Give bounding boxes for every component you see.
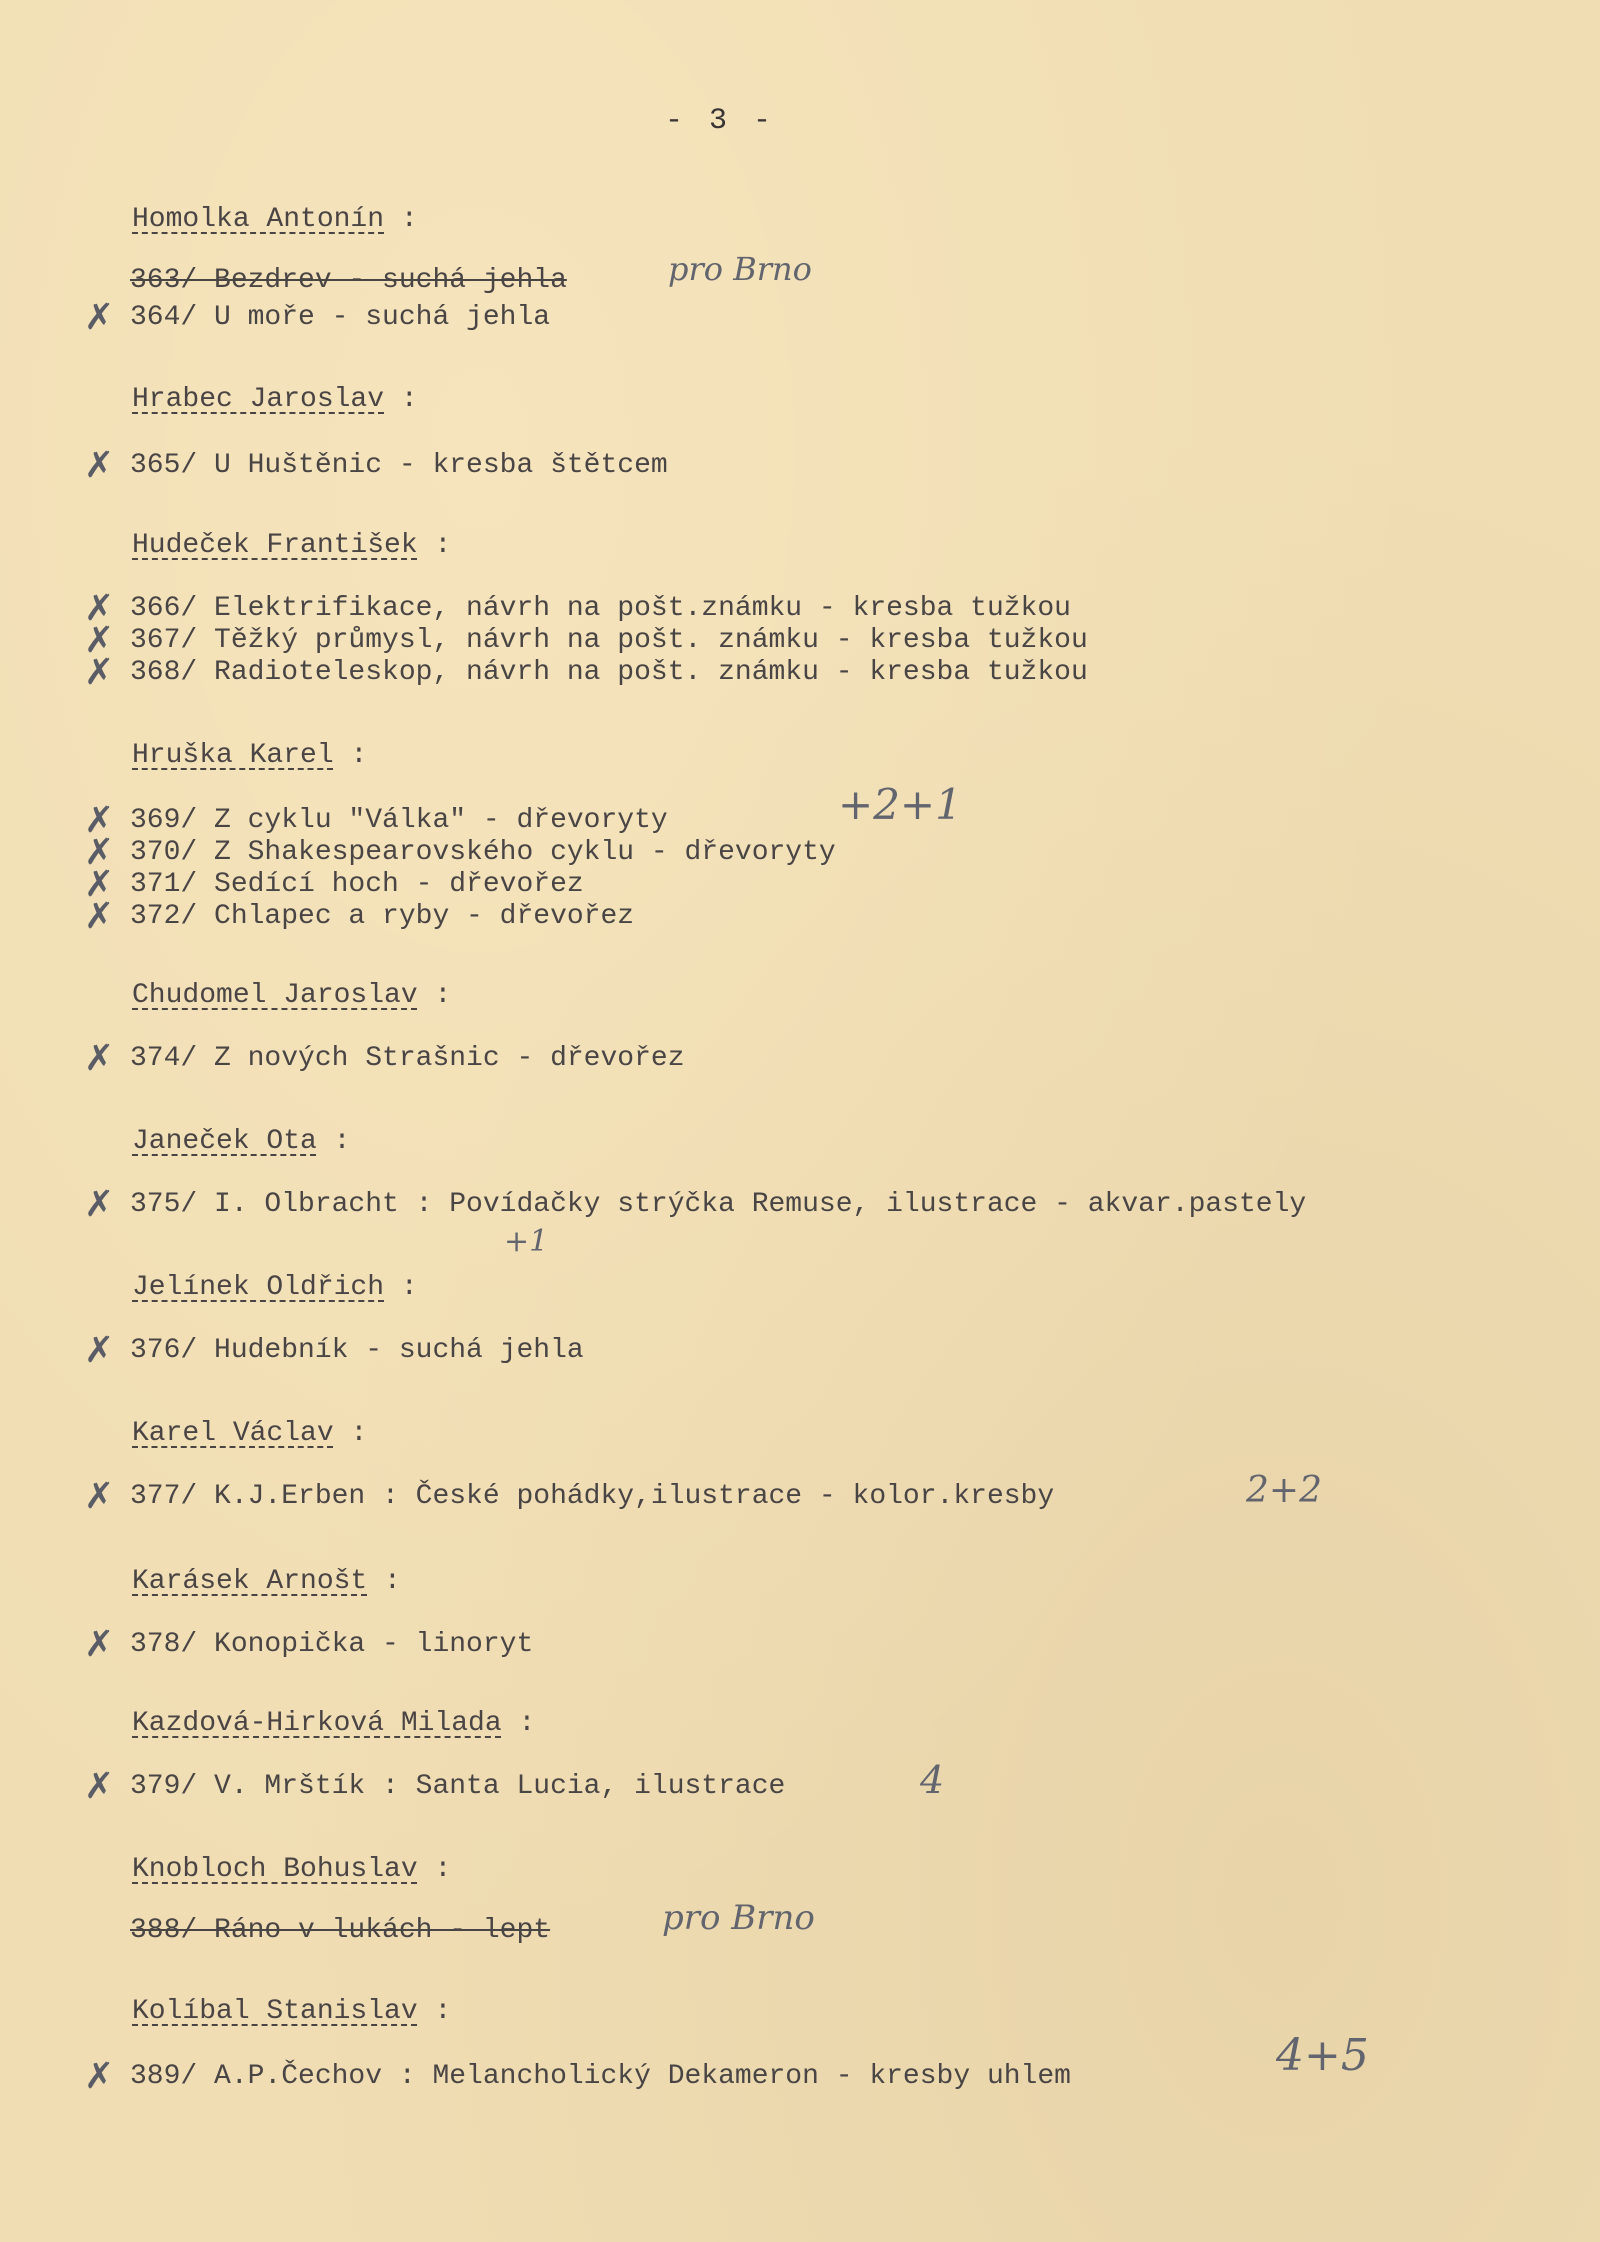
check-mark-icon: ✗ bbox=[84, 652, 115, 693]
artist-name: Hruška Karel bbox=[132, 740, 334, 771]
handwritten-note: pro Brno bbox=[668, 250, 812, 288]
check-mark-icon: ✗ bbox=[84, 620, 115, 661]
catalog-entry bbox=[130, 657, 1088, 688]
entry-text: 374/ Z nových Strašnic - dřevořez bbox=[130, 1043, 685, 1074]
catalog-entry bbox=[130, 1481, 1054, 1512]
entry-text: 377/ K.J.Erben : České pohádky,ilustrace - kolor.kresby bbox=[130, 1481, 1055, 1512]
catalog-entry bbox=[130, 1335, 584, 1366]
catalog-entry bbox=[130, 302, 550, 333]
catalog-entry bbox=[130, 1771, 785, 1802]
page-number: - 3 - bbox=[665, 104, 776, 138]
check-mark-icon: ✗ bbox=[84, 588, 115, 629]
artist-name: Karásek Arnošt bbox=[132, 1566, 368, 1597]
check-mark-icon: ✗ bbox=[84, 1038, 115, 1079]
handwritten-note: +2+1 bbox=[838, 780, 962, 829]
entry-text: 363/ Bezdrev - suchá jehla bbox=[130, 265, 567, 296]
artist-name: Hudeček František bbox=[132, 530, 418, 561]
entry-text: 370/ Z Shakespearovského cyklu - dřevoryty bbox=[130, 837, 836, 868]
catalog-entry bbox=[130, 837, 836, 868]
catalog-entry bbox=[130, 593, 1071, 624]
catalog-entry bbox=[130, 450, 668, 481]
handwritten-note: 2+2 bbox=[1246, 1470, 1322, 1511]
artist-heading: Hrabec Jaroslav : bbox=[132, 384, 418, 415]
catalog-entry bbox=[130, 1629, 533, 1660]
check-mark-icon: ✗ bbox=[84, 1476, 115, 1517]
check-mark-icon: ✗ bbox=[84, 800, 115, 841]
handwritten-note: +1 bbox=[504, 1224, 549, 1259]
catalog-entry bbox=[130, 901, 634, 932]
entry-text: 368/ Radioteleskop, návrh na pošt. známku - kresba tužkou bbox=[130, 657, 1088, 688]
check-mark-icon: ✗ bbox=[84, 1184, 115, 1225]
catalog-entry bbox=[130, 1189, 1306, 1220]
artist-heading: Knobloch Bohuslav : bbox=[132, 1854, 452, 1885]
artist-name: Knobloch Bohuslav bbox=[132, 1854, 418, 1885]
entry-text: 376/ Hudebník - suchá jehla bbox=[130, 1335, 584, 1366]
artist-heading: Kazdová-Hirková Milada : bbox=[132, 1708, 536, 1739]
artist-name: Hrabec Jaroslav bbox=[132, 384, 385, 415]
artist-heading: Karel Václav : bbox=[132, 1418, 368, 1449]
handwritten-note: pro Brno bbox=[662, 1898, 815, 1938]
artist-heading: Hudeček František : bbox=[132, 530, 452, 561]
catalog-entry bbox=[130, 1043, 685, 1074]
artist-name: Chudomel Jaroslav bbox=[132, 980, 418, 1011]
check-mark-icon: ✗ bbox=[84, 445, 115, 486]
check-mark-icon: ✗ bbox=[84, 896, 115, 937]
catalog-entry bbox=[130, 869, 584, 900]
entry-text: 367/ Těžký průmysl, návrh na pošt. známku - kresba tužkou bbox=[130, 625, 1088, 656]
check-mark-icon: ✗ bbox=[84, 1766, 115, 1807]
catalog-entry bbox=[130, 265, 567, 296]
catalog-entry bbox=[130, 1915, 550, 1946]
entry-text: 378/ Konopička - linoryt bbox=[130, 1629, 534, 1660]
entry-text: 366/ Elektrifikace, návrh na pošt.známku - kresba tužkou bbox=[130, 593, 1071, 624]
check-mark-icon: ✗ bbox=[84, 1330, 115, 1371]
check-mark-icon: ✗ bbox=[84, 1624, 115, 1665]
entry-text: 369/ Z cyklu "Válka" - dřevoryty bbox=[130, 805, 668, 836]
artist-name: Homolka Antonín bbox=[132, 204, 385, 235]
entry-text: 364/ U moře - suchá jehla bbox=[130, 302, 551, 333]
artist-heading: Hruška Karel : bbox=[132, 740, 368, 771]
artist-heading: Janeček Ota : bbox=[132, 1126, 351, 1157]
entry-text: 375/ I. Olbracht : Povídačky strýčka Remuse, ilustrace - akvar.pastely bbox=[130, 1189, 1307, 1220]
artist-heading: Kolíbal Stanislav : bbox=[132, 1996, 452, 2027]
catalog-entry bbox=[130, 625, 1088, 656]
entry-text: 388/ Ráno v lukách - lept bbox=[130, 1915, 551, 1946]
artist-heading: Homolka Antonín : bbox=[132, 204, 418, 235]
handwritten-note: 4 bbox=[920, 1758, 945, 1802]
check-mark-icon: ✗ bbox=[84, 297, 115, 338]
catalog-entry bbox=[130, 2061, 1071, 2092]
artist-name: Karel Václav bbox=[132, 1418, 334, 1449]
artist-name: Kazdová-Hirková Milada bbox=[132, 1708, 502, 1739]
catalog-entry bbox=[130, 805, 668, 836]
artist-heading: Jelínek Oldřich : bbox=[132, 1272, 418, 1303]
entry-text: 372/ Chlapec a ryby - dřevořez bbox=[130, 901, 635, 932]
artist-heading: Karásek Arnošt : bbox=[132, 1566, 401, 1597]
check-mark-icon: ✗ bbox=[84, 832, 115, 873]
check-mark-icon: ✗ bbox=[84, 864, 115, 905]
artist-name: Janeček Ota bbox=[132, 1126, 317, 1157]
artist-heading: Chudomel Jaroslav : bbox=[132, 980, 452, 1011]
handwritten-note: 4+5 bbox=[1276, 2030, 1369, 2081]
entry-text: 389/ A.P.Čechov : Melancholický Dekameron - kresby uhlem bbox=[130, 2061, 1071, 2092]
check-mark-icon: ✗ bbox=[84, 2056, 115, 2097]
artist-name: Kolíbal Stanislav bbox=[132, 1996, 418, 2027]
artist-name: Jelínek Oldřich bbox=[132, 1272, 385, 1303]
entry-text: 371/ Sedící hoch - dřevořez bbox=[130, 869, 584, 900]
entry-text: 379/ V. Mrštík : Santa Lucia, ilustrace bbox=[130, 1771, 786, 1802]
entry-text: 365/ U Huštěnic - kresba štětcem bbox=[130, 450, 668, 481]
